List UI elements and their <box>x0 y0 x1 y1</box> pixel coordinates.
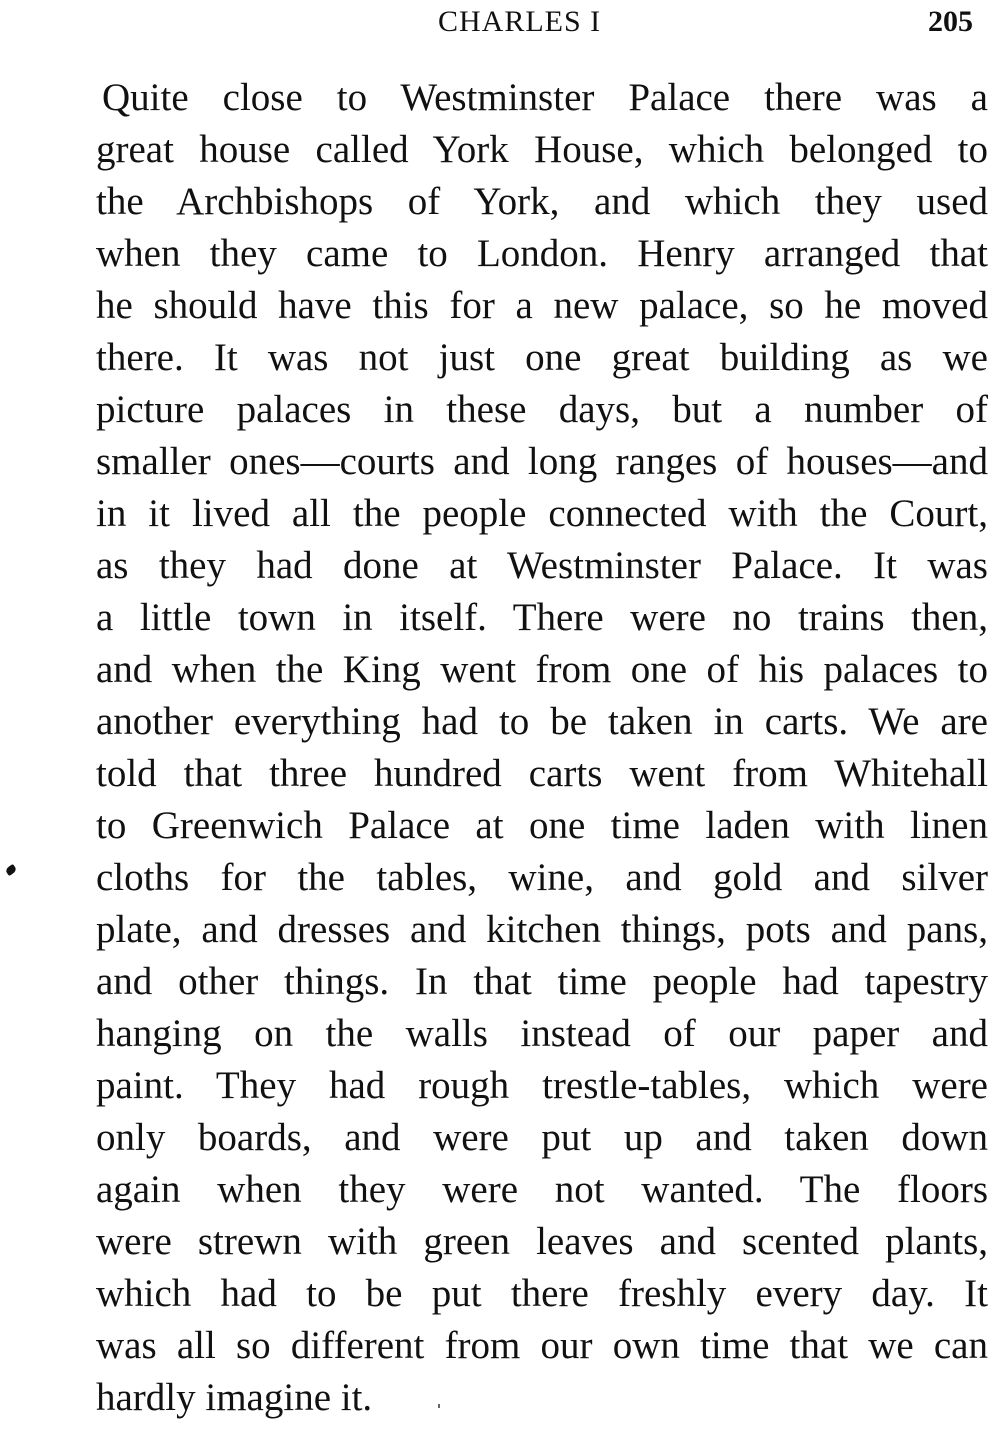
text-line: told that three hundred carts went from Whitehall <box>96 752 988 795</box>
text-line: hanging on the walls instead of our paper and <box>96 1012 988 1055</box>
text-line: was all so different from our own time that we can <box>96 1324 988 1367</box>
text-line: were strewn with green leaves and scented plants, <box>96 1220 988 1263</box>
text-line: only boards, and were put up and taken down <box>96 1116 988 1159</box>
margin-ink-mark <box>5 864 18 876</box>
body-paragraph <box>96 72 988 1424</box>
text-line: and when the King went from one of his palaces to <box>96 648 988 691</box>
text-line: in it lived all the people connected with the Court, <box>96 492 988 535</box>
page-number: 205 <box>928 5 973 38</box>
text-line: hardly imagine it. <box>96 1376 373 1419</box>
text-line: Quite close to Westminster Palace there was a <box>102 76 988 119</box>
running-title: CHARLES I <box>438 5 602 38</box>
text-line: and other things. In that time people had tapestry <box>96 960 988 1003</box>
text-line: there. It was not just one great building as we <box>96 336 988 379</box>
text-line: smaller ones—courts and long ranges of houses—and <box>96 440 988 483</box>
text-line: a little town in itself. There were no trains then, <box>96 596 988 639</box>
running-header <box>0 4 1000 44</box>
text-line: when they came to London. Henry arranged that <box>96 232 988 275</box>
text-line: another everything had to be taken in carts. We are <box>96 700 988 743</box>
text-line: great house called York House, which belonged to <box>96 128 988 171</box>
text-line: which had to be put there freshly every day. It <box>96 1272 988 1315</box>
text-line: he should have this for a new palace, so he moved <box>96 284 988 327</box>
text-line: picture palaces in these days, but a number of <box>96 388 988 431</box>
text-line: again when they were not wanted. The floors <box>96 1168 988 1211</box>
text-line: plate, and dresses and kitchen things, pots and pans, <box>96 908 988 951</box>
text-line: to Greenwich Palace at one time laden with linen <box>96 804 988 847</box>
text-line: paint. They had rough trestle-tables, which were <box>96 1064 988 1107</box>
text-line: as they had done at Westminster Palace. It was <box>96 544 988 587</box>
text-line: the Archbishops of York, and which they used <box>96 180 988 223</box>
text-line: cloths for the tables, wine, and gold and silver <box>96 856 988 899</box>
